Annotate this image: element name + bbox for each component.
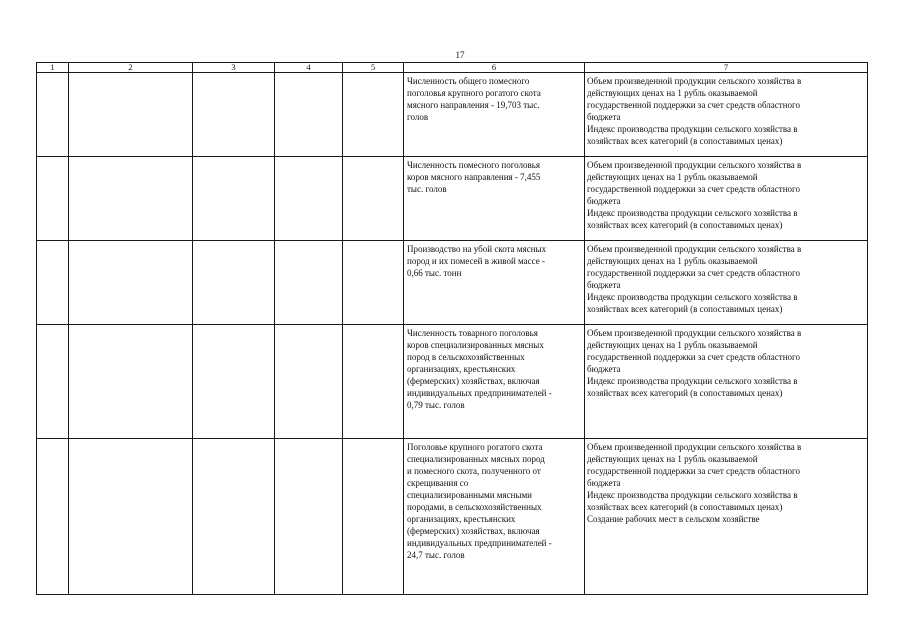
indicator-text-line: хозяйствах всех категорий (в сопоставимых ценах) — [587, 388, 783, 398]
empty-cell-col-5 — [343, 325, 404, 439]
column-header-7: 7 — [585, 63, 868, 73]
result-text-line: организациях, крестьянских — [407, 364, 516, 374]
empty-cell-col-4 — [275, 439, 343, 595]
indicator-text-line: действующих ценах на 1 рубль оказываемой — [587, 172, 758, 182]
indicator-text-line: хозяйствах всех категорий (в сопоставимых ценах) — [587, 304, 783, 314]
indicator-text-line: действующих ценах на 1 рубль оказываемой — [587, 88, 758, 98]
empty-cell-col-2 — [69, 241, 193, 325]
indicator-text-line: Индекс производства продукции сельского хозяйства в — [587, 292, 798, 302]
result-text-line: пород в сельскохозяйственных — [407, 352, 525, 362]
empty-cell-col-3 — [193, 73, 275, 157]
empty-cell-col-5 — [343, 73, 404, 157]
result-text-line: специализированными мясными — [407, 490, 532, 500]
empty-cell-col-5 — [343, 241, 404, 325]
result-text-line: (фермерских) хозяйствах, включая — [407, 526, 540, 536]
indicator-text-line: Индекс производства продукции сельского хозяйства в — [587, 376, 798, 386]
indicator-cell — [585, 325, 868, 439]
indicator-text-line: Объем произведенной продукции сельского хозяйства в — [587, 160, 802, 170]
empty-cell-col-3 — [193, 325, 275, 439]
indicator-text-line: действующих ценах на 1 рубль оказываемой — [587, 454, 758, 464]
indicator-text-line: государственной поддержки за счет средств областного — [587, 466, 801, 476]
indicator-text-line: хозяйствах всех категорий (в сопоставимых ценах) — [587, 136, 783, 146]
result-text-line: организациях, крестьянских — [407, 514, 516, 524]
result-text-line: 24,7 тыс. голов — [407, 550, 465, 560]
empty-cell-col-2 — [69, 73, 193, 157]
table-row — [37, 325, 868, 439]
result-text-line: индивидуальных предпринимателей - — [407, 388, 552, 398]
empty-cell-col-4 — [275, 157, 343, 241]
indicator-text-line: Объем произведенной продукции сельского хозяйства в — [587, 442, 802, 452]
result-text-line: 0,79 тыс. голов — [407, 400, 465, 410]
result-text-line: поголовья крупного рогатого скота — [407, 88, 541, 98]
indicator-text-line: государственной поддержки за счет средств областного — [587, 184, 801, 194]
empty-cell-col-2 — [69, 325, 193, 439]
table-row — [37, 241, 868, 325]
indicator-text-line: государственной поддержки за счет средств областного — [587, 268, 801, 278]
result-cell — [404, 439, 585, 595]
empty-cell-col-4 — [275, 73, 343, 157]
result-text-line: специализированных мясных пород — [407, 454, 545, 464]
table-row — [37, 439, 868, 595]
result-text-line: породами, в сельскохозяйственных — [407, 502, 542, 512]
column-header-3: 3 — [193, 63, 275, 73]
result-cell — [404, 73, 585, 157]
indicator-cell — [585, 157, 868, 241]
indicator-text-line: бюджета — [587, 280, 621, 290]
empty-cell-col-3 — [193, 157, 275, 241]
result-cell — [404, 157, 585, 241]
result-text-line: Численность товарного поголовья — [407, 328, 538, 338]
indicator-text-line: бюджета — [587, 364, 621, 374]
result-text-line: тыс. голов — [407, 184, 447, 194]
indicator-text-line: действующих ценах на 1 рубль оказываемой — [587, 340, 758, 350]
indicator-text-line: Объем произведенной продукции сельского хозяйства в — [587, 328, 802, 338]
result-text-line: (фермерских) хозяйствах, включая — [407, 376, 540, 386]
column-header-2: 2 — [69, 63, 193, 73]
result-text-line: 0,66 тыс. тонн — [407, 268, 462, 278]
result-text-line: пород и их помесей в живой массе - — [407, 256, 546, 266]
table-row — [37, 157, 868, 241]
empty-cell-col-1 — [37, 325, 69, 439]
result-text-line: мясного направления - 19,703 тыс. — [407, 100, 540, 110]
indicator-text-line: действующих ценах на 1 рубль оказываемой — [587, 256, 758, 266]
empty-cell-col-1 — [37, 439, 69, 595]
empty-cell-col-2 — [69, 157, 193, 241]
result-text-line: Численность общего помесного — [407, 76, 530, 86]
empty-cell-col-2 — [69, 439, 193, 595]
result-text-line: коров специализированных мясных — [407, 340, 544, 350]
result-text-line: скрещивания со — [407, 478, 469, 488]
empty-cell-col-3 — [193, 439, 275, 595]
column-header-4: 4 — [275, 63, 343, 73]
result-text-line: и помесного скота, полученного от — [407, 466, 541, 476]
indicator-text-line: Объем произведенной продукции сельского хозяйства в — [587, 76, 802, 86]
column-number-row — [37, 63, 868, 73]
indicator-text-line: хозяйствах всех категорий (в сопоставимых ценах) — [587, 502, 783, 512]
indicator-text-line: Индекс производства продукции сельского хозяйства в — [587, 208, 798, 218]
indicator-text-line: государственной поддержки за счет средств областного — [587, 100, 801, 110]
result-text-line: Поголовье крупного рогатого скота — [407, 442, 543, 452]
empty-cell-col-1 — [37, 157, 69, 241]
empty-cell-col-3 — [193, 241, 275, 325]
column-header-5: 5 — [343, 63, 404, 73]
result-cell — [404, 325, 585, 439]
column-header-6: 6 — [404, 63, 585, 73]
indicator-text-line: Индекс производства продукции сельского хозяйства в — [587, 124, 798, 134]
empty-cell-col-4 — [275, 241, 343, 325]
indicator-text-line: Создание рабочих мест в сельском хозяйстве — [587, 514, 760, 524]
indicator-text-line: государственной поддержки за счет средств областного — [587, 352, 801, 362]
indicator-cell — [585, 439, 868, 595]
indicator-text-line: Объем произведенной продукции сельского хозяйства в — [587, 244, 802, 254]
result-text-line: Производство на убой скота мясных — [407, 244, 547, 254]
empty-cell-col-5 — [343, 439, 404, 595]
indicator-text-line: бюджета — [587, 196, 621, 206]
indicator-cell — [585, 241, 868, 325]
indicator-text-line: Индекс производства продукции сельского хозяйства в — [587, 490, 798, 500]
table-row — [37, 73, 868, 157]
page-number: 17 — [455, 50, 465, 60]
program-table — [36, 62, 868, 595]
indicator-cell — [585, 73, 868, 157]
result-text-line: голов — [407, 112, 429, 122]
column-header-1: 1 — [37, 63, 69, 73]
empty-cell-col-5 — [343, 157, 404, 241]
result-cell — [404, 241, 585, 325]
result-text-line: коров мясного направления - 7,455 — [407, 172, 541, 182]
empty-cell-col-1 — [37, 241, 69, 325]
empty-cell-col-4 — [275, 325, 343, 439]
empty-cell-col-1 — [37, 73, 69, 157]
indicator-text-line: хозяйствах всех категорий (в сопоставимых ценах) — [587, 220, 783, 230]
result-text-line: индивидуальных предпринимателей - — [407, 538, 552, 548]
result-text-line: Численность помесного поголовья — [407, 160, 541, 170]
indicator-text-line: бюджета — [587, 112, 621, 122]
indicator-text-line: бюджета — [587, 478, 621, 488]
